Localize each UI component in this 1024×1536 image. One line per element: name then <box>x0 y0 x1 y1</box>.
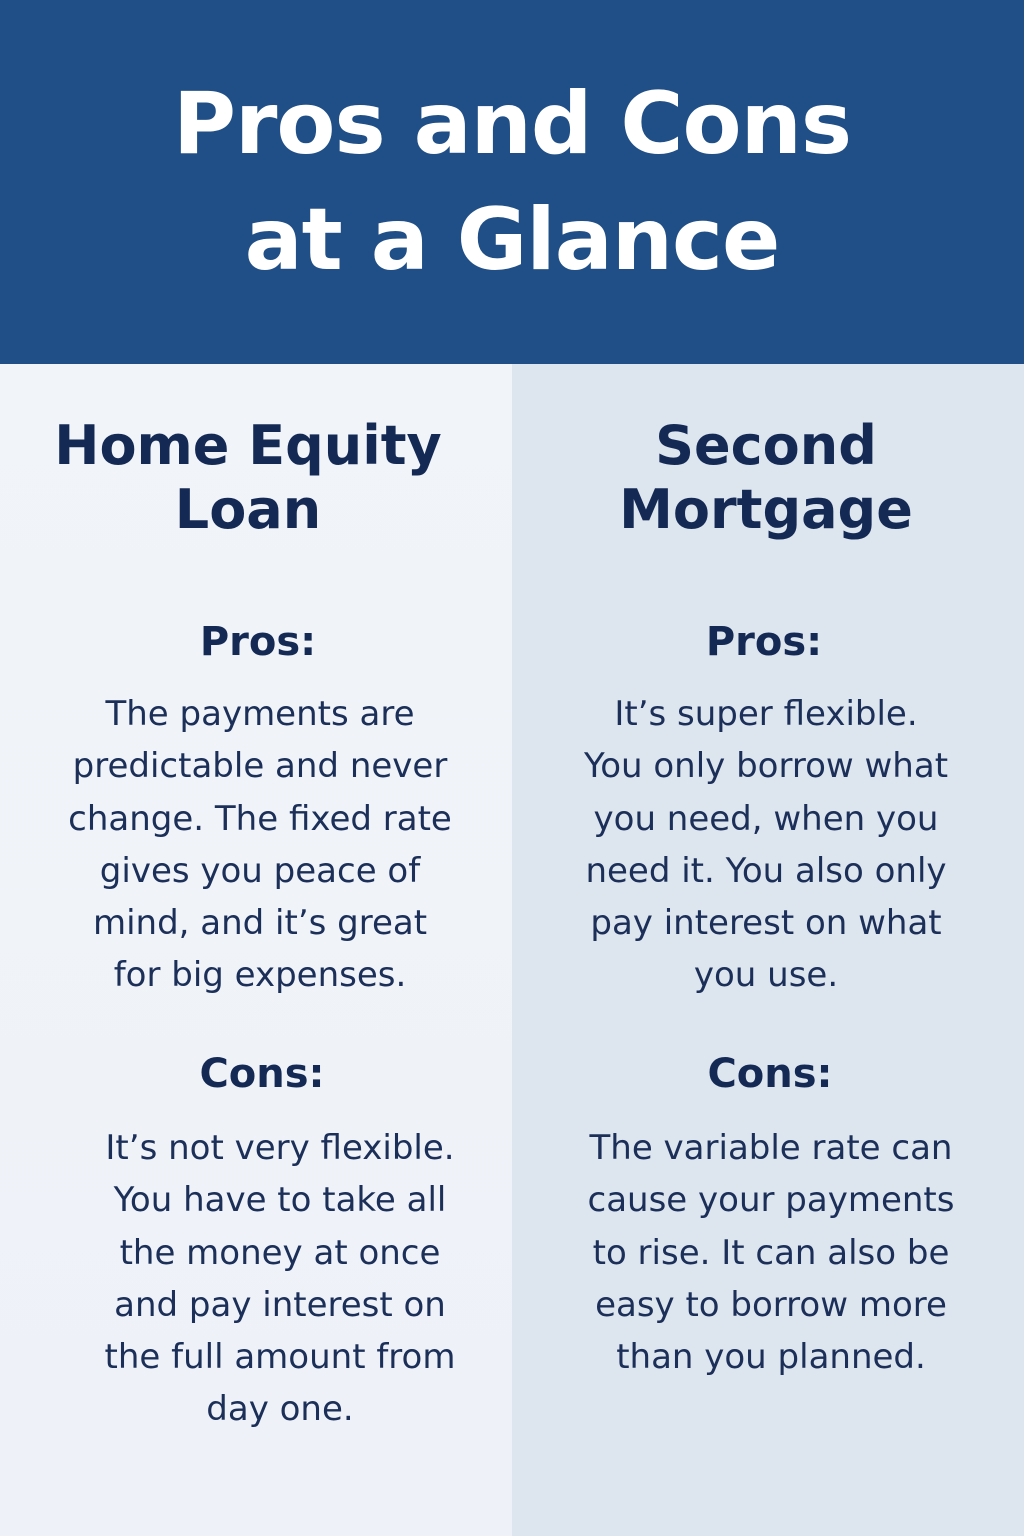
cons-heading: Cons: <box>199 1051 325 1097</box>
column-title <box>0 414 504 542</box>
column-title-line-1: Second <box>655 414 877 477</box>
pros-line: need it. You also only <box>585 850 947 891</box>
pros-line: you need, when you <box>593 798 939 839</box>
cons-line: the full amount from <box>104 1337 456 1378</box>
pros-text <box>526 688 1006 1002</box>
pros-line: pay interest on what <box>590 903 942 944</box>
cons-text <box>526 1122 1016 1383</box>
cons-line: The variable rate can <box>589 1128 953 1168</box>
cons-line: You have to take all <box>113 1180 447 1221</box>
pros-heading: Pros: <box>705 619 823 665</box>
pros-line: for big expenses. <box>113 955 407 996</box>
pros-line: mind, and it’s great <box>92 903 428 944</box>
cons-line: cause your payments <box>587 1180 955 1221</box>
cons-line: the money at once <box>119 1232 441 1273</box>
second-mortgage-column <box>512 364 1024 1536</box>
column-title-line-2: Mortgage <box>619 478 913 541</box>
home-equity-loan-column <box>0 364 512 1536</box>
pros-line: The payments are <box>105 694 415 734</box>
cons-line: to rise. It can also be <box>592 1232 950 1273</box>
page-title-line-1: Pros and Cons <box>172 74 852 174</box>
pros-text <box>20 688 500 1002</box>
column-title-line-2: Loan <box>174 478 322 541</box>
cons-line: and pay interest on <box>114 1284 446 1325</box>
cons-line: easy to borrow more <box>595 1284 947 1325</box>
pros-heading: Pros: <box>199 619 317 665</box>
pros-line: You only borrow what <box>583 746 949 787</box>
column-title <box>510 414 1022 542</box>
page-title <box>173 66 851 298</box>
cons-line: than you planned. <box>616 1337 926 1378</box>
pros-line: you use. <box>693 955 839 996</box>
cons-text <box>20 1122 540 1436</box>
cons-line: It’s not very flexible. <box>105 1128 455 1168</box>
cons-line: day one. <box>206 1389 354 1430</box>
pros-line: change. The fixed rate <box>68 798 452 839</box>
pros-line: predictable and never <box>72 746 448 787</box>
page-title-line-2: at a Glance <box>244 190 780 290</box>
pros-line: gives you peace of <box>99 850 421 891</box>
header-banner <box>0 0 1024 364</box>
column-title-line-1: Home Equity <box>54 414 442 477</box>
pros-line: It’s super flexible. <box>614 694 918 734</box>
cons-heading: Cons: <box>707 1051 833 1097</box>
